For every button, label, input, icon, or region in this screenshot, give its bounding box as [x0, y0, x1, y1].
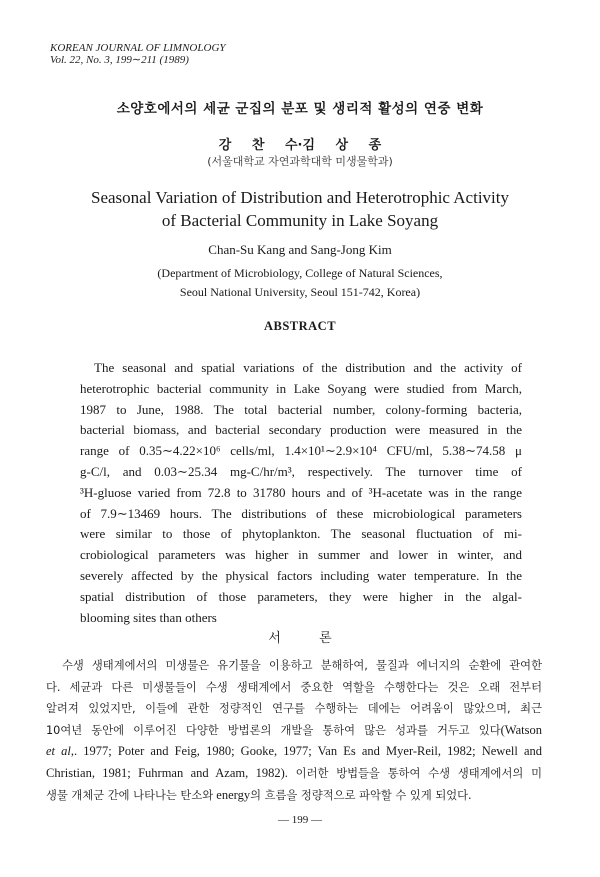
intro-line-korean: 생물 개체군 간에 나타나는 탄소와 [46, 788, 214, 802]
english-title [0, 186, 600, 232]
english-title-line-2: of Bacterial Community in Lake Soyang [161, 211, 439, 230]
english-authors: Chan-Su Kang and Sang-Jong Kim [208, 242, 392, 257]
intro-citation: (Watson [500, 722, 542, 737]
english-title-line-1: Seasonal Variation of Distribution and Heterotrophic Activity [91, 188, 509, 207]
intro-line [46, 763, 542, 785]
korean-affiliation: (서울대학교 자연과학대학 미생물학과) [207, 155, 393, 168]
intro-citation: ,. 1977; Poter and Feig, 1980; Gooke, 1977; Van Es and Myer-Reil, 1982; Newell and [70, 744, 542, 759]
intro-citation-italic: et al [46, 744, 71, 759]
journal-volume: Vol. 22, No. 3, 199∼211 (1989) [50, 54, 189, 66]
abstract-line: The seasonal and spatial variations of the distribution and the activity of [94, 360, 522, 375]
introduction-body [46, 655, 542, 806]
abstract-line: range of 0.35∼4.22×10⁶ cells/ml, 1.4×10¹∼2.9×10⁴ CFU/ml, 5.38∼74.58 μ [80, 443, 522, 459]
intro-line: 알려져 있었지만, 이들에 관한 정량적인 연구를 수행하는 데에는 어려움이 많았으며, 최근 [46, 702, 542, 716]
intro-line [46, 785, 542, 807]
intro-line-korean: 이러한 방법들을 통하여 수생 생태계에서의 미 [287, 766, 543, 780]
english-affiliation [0, 264, 600, 302]
journal-header [50, 42, 226, 66]
abstract-line: blooming sites than others [80, 609, 217, 625]
intro-line: 다. 세균과 다른 미생물들이 수생 생태계에서 중요한 역할을 수행한다는 것은 오래 전부터 [46, 680, 542, 694]
abstract-line: of 7.9∼13469 hours. The distributions of these microbiological parameters [80, 505, 522, 521]
intro-line: 수생 생태계에서의 미생물은 유기물을 이용하고 분해하여, 물질과 에너지의 순환에 관여한 [62, 659, 542, 672]
english-affiliation-line-2: Seoul National University, Seoul 151-742, Korea) [179, 285, 421, 299]
english-affiliation-line-1: (Department of Microbiology, College of Natural Sciences, [157, 266, 443, 280]
journal-name: KOREAN JOURNAL OF LIMNOLOGY [50, 42, 226, 54]
abstract-line: heterotrophic bacterial community in Lake Soyang were studied from March, [80, 380, 522, 396]
introduction-heading: 서 론 [268, 631, 332, 646]
korean-authors: 강 찬 수·김 상 종 [218, 138, 382, 153]
intro-citation: Christian, 1981; Fuhrman and Azam, 1982). [46, 765, 288, 780]
intro-english-word: energy [213, 787, 251, 802]
abstract-line: were similar to those of phytoplankton. The seasonal fluctuation of mi- [80, 526, 522, 542]
abstract-heading: ABSTRACT [263, 319, 337, 333]
page-number: — 199 — [278, 814, 322, 826]
korean-title: 소양호에서의 세균 군집의 분포 및 생리적 활성의 연중 변화 [116, 101, 484, 117]
intro-line [46, 741, 542, 763]
intro-line-korean: 의 흐름을 정량적으로 파악할 수 있게 되었다. [250, 788, 472, 802]
intro-line-korean: 10여년 동안에 이루어진 다양한 방법론의 개발을 통하여 많은 성과를 거두고 있다 [46, 723, 501, 737]
abstract-line: spatial distribution of those parameters, they were higher in the algal- [80, 588, 522, 604]
intro-line [46, 720, 542, 742]
abstract-line: g-C/l, and 0.03∼25.34 mg-C/hr/m³, respectively. The turnover time of [80, 463, 522, 479]
abstract-line: bacterial biomass, and bacterial secondary production were measured in the [80, 422, 522, 438]
abstract-line: ³H-gluose varied from 72.8 to 31780 hours and of ³H-acetate was in the range [80, 484, 522, 500]
abstract-line: severely affected by the physical factors including water temperature. In the [80, 567, 522, 583]
abstract-line: 1987 to June, 1988. The total bacterial number, colony-forming bacteria, [80, 401, 522, 417]
abstract-line: crobiological parameters was higher in summer and lower in winter, and [80, 547, 522, 563]
abstract-body [80, 358, 522, 628]
